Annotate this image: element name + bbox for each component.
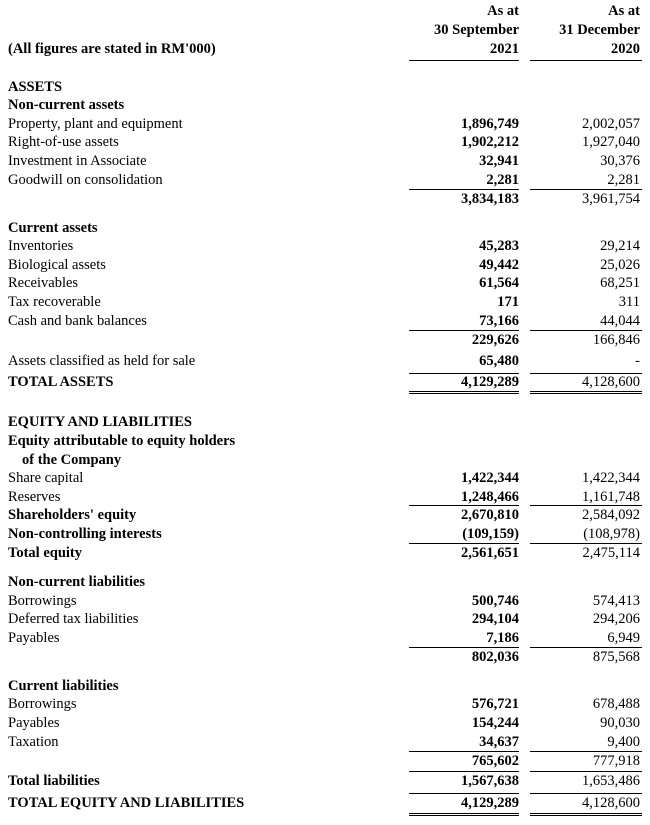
statement-row	[0, 794, 650, 813]
statement-row	[0, 695, 650, 714]
rule-line	[409, 373, 519, 374]
value-2020: 875,568	[592, 649, 640, 665]
col2-header-year: 2020	[611, 41, 640, 57]
value-2021: 294,104	[471, 611, 519, 627]
rule-line	[530, 813, 642, 814]
statement-row	[0, 506, 650, 525]
value-2020: 1,927,040	[582, 134, 640, 150]
value-2020: 68,251	[600, 275, 640, 291]
value-2021: 2,670,810	[461, 507, 519, 523]
statement-row	[0, 373, 650, 392]
col1-header-line1: As at	[487, 3, 519, 19]
row-label: Cash and bank balances	[8, 313, 147, 329]
row-label: Non-current liabilities	[8, 574, 146, 590]
value-2020: 2,002,057	[582, 116, 640, 132]
row-label: Property, plant and equipment	[8, 116, 183, 132]
row-label: Total liabilities	[8, 773, 100, 789]
value-2021: 576,721	[471, 696, 519, 712]
value-2021: 171	[497, 294, 519, 310]
row-label: Borrowings	[8, 593, 77, 609]
value-2021: 4,129,289	[461, 374, 519, 390]
statement-row	[0, 629, 650, 648]
subtotal-row	[0, 190, 650, 209]
row-label: Biological assets	[8, 257, 106, 273]
value-2020: 678,488	[592, 696, 640, 712]
value-2021: 61,564	[479, 275, 519, 291]
rule-line	[530, 189, 642, 190]
value-2020: 3,961,754	[582, 191, 640, 207]
rule-line	[409, 813, 519, 814]
rule-line	[530, 373, 642, 374]
row-label: Right-of-use assets	[8, 134, 119, 150]
row-label: EQUITY AND LIABILITIES	[8, 414, 192, 430]
rule-line	[409, 330, 519, 331]
col2-header-line2: 31 December	[559, 22, 640, 38]
subtotal-row	[0, 752, 650, 771]
value-2020: 311	[618, 294, 640, 310]
statement-row	[0, 115, 650, 134]
rule-line	[530, 393, 642, 394]
row-label: Non-current assets	[8, 97, 125, 113]
value-2021: 45,283	[479, 238, 519, 254]
row-label: Reserves	[8, 489, 61, 505]
rule-line	[409, 189, 519, 190]
value-2021: 2,281	[486, 172, 519, 188]
row-label: Non-controlling interests	[8, 526, 162, 542]
col2-header-line1: As at	[608, 3, 640, 19]
statement-row	[0, 525, 650, 544]
value-2021: 4,129,289	[461, 795, 519, 811]
statement-row	[0, 469, 650, 488]
header-underline	[530, 60, 642, 61]
value-2020: 6,949	[607, 630, 640, 646]
statement-row	[0, 256, 650, 275]
row-label: Current assets	[8, 220, 98, 236]
header-underline	[409, 60, 519, 61]
rule-line	[409, 771, 519, 772]
value-2021: 65,480	[479, 353, 519, 369]
value-2020: 25,026	[600, 257, 640, 273]
value-2021: 802,036	[471, 649, 519, 665]
statement-row	[0, 219, 650, 238]
value-2021: 1,896,749	[461, 116, 519, 132]
rule-line	[530, 793, 642, 794]
value-2020: 1,653,486	[582, 773, 640, 789]
statement-row	[0, 274, 650, 293]
statement-row	[0, 772, 650, 791]
value-2020: -	[635, 353, 640, 369]
value-2021: 1,422,344	[461, 470, 519, 486]
statement-row	[0, 96, 650, 115]
statement-row	[0, 544, 650, 563]
value-2020: 2,584,092	[582, 507, 640, 523]
rule-line	[530, 543, 642, 544]
value-2021: 7,186	[486, 630, 519, 646]
row-label: Total equity	[8, 545, 82, 561]
row-label: TOTAL EQUITY AND LIABILITIES	[8, 795, 245, 811]
statement-row	[0, 451, 650, 470]
value-2021: 1,902,212	[461, 134, 519, 150]
value-2020: 1,422,344	[582, 470, 640, 486]
rule-line	[409, 391, 519, 392]
statement-row	[0, 677, 650, 696]
row-label: Inventories	[8, 238, 74, 254]
rule-line	[409, 815, 519, 816]
subtotal-row	[0, 331, 650, 350]
col1-header-year: 2021	[490, 41, 519, 57]
value-2020: 2,281	[607, 172, 640, 188]
value-2021: 73,166	[479, 313, 519, 329]
value-2020: 30,376	[600, 153, 640, 169]
value-2021: 3,834,183	[461, 191, 519, 207]
row-label: TOTAL ASSETS	[8, 374, 114, 390]
value-2020: 166,846	[592, 332, 640, 348]
value-2020: 777,918	[592, 753, 640, 769]
value-2020: (108,978)	[583, 526, 640, 542]
value-2021: 500,746	[471, 593, 519, 609]
statement-row	[0, 78, 650, 97]
value-2020: 90,030	[600, 715, 640, 731]
statement-row	[0, 432, 650, 451]
value-2021: 49,442	[479, 257, 519, 273]
value-2021: 765,602	[471, 753, 519, 769]
row-label: Deferred tax liabilities	[8, 611, 139, 627]
row-label: Investment in Associate	[8, 153, 147, 169]
value-2020: 294,206	[592, 611, 640, 627]
rule-line	[530, 771, 642, 772]
statement-row	[0, 610, 650, 629]
rule-line	[530, 815, 642, 816]
value-2020: 29,214	[600, 238, 640, 254]
row-label: Tax recoverable	[8, 294, 101, 310]
row-label: Equity attributable to equity holders	[8, 433, 236, 449]
rule-line	[530, 330, 642, 331]
statement-row	[0, 733, 650, 752]
value-2021: 1,248,466	[461, 489, 519, 505]
statement-row	[0, 171, 650, 190]
row-label: Borrowings	[8, 696, 77, 712]
statement-row	[0, 237, 650, 256]
rule-line	[409, 647, 519, 648]
statement-row	[0, 152, 650, 171]
value-2021: 34,637	[479, 734, 519, 750]
statement-row	[0, 592, 650, 611]
rule-line	[409, 393, 519, 394]
value-2021: 2,561,651	[461, 545, 519, 561]
value-2020: 9,400	[607, 734, 640, 750]
statement-row	[0, 352, 650, 371]
row-label: Payables	[8, 630, 60, 646]
rule-line	[530, 647, 642, 648]
statement-row	[0, 293, 650, 312]
units-note: (All figures are stated in RM'000)	[8, 41, 216, 57]
value-2021: 32,941	[479, 153, 519, 169]
value-2020: 4,128,600	[582, 795, 640, 811]
row-label: Taxation	[8, 734, 59, 750]
statement-row	[0, 714, 650, 733]
statement-row	[0, 573, 650, 592]
row-label: Current liabilities	[8, 678, 119, 694]
value-2020: 1,161,748	[582, 489, 640, 505]
col1-header-line2: 30 September	[434, 22, 519, 38]
rule-line	[409, 505, 519, 506]
row-label: ASSETS	[8, 79, 63, 95]
value-2021: 229,626	[471, 332, 519, 348]
rule-line	[409, 793, 519, 794]
rule-line	[409, 751, 519, 752]
value-2020: 574,413	[592, 593, 640, 609]
rule-line	[530, 751, 642, 752]
value-2020: 2,475,114	[582, 545, 640, 561]
row-label: Receivables	[8, 275, 79, 291]
value-2021: 1,567,638	[461, 773, 519, 789]
value-2021: 154,244	[471, 715, 519, 731]
rule-line	[530, 391, 642, 392]
row-label: of the Company	[22, 452, 122, 468]
row-label: Share capital	[8, 470, 84, 486]
rule-line	[530, 505, 642, 506]
row-label: Shareholders' equity	[8, 507, 137, 523]
statement-row	[0, 312, 650, 331]
row-label: Payables	[8, 715, 60, 731]
row-label: Assets classified as held for sale	[8, 353, 196, 369]
rule-line	[409, 543, 519, 544]
value-2020: 4,128,600	[582, 374, 640, 390]
value-2021: (109,159)	[462, 526, 519, 542]
value-2020: 44,044	[600, 313, 640, 329]
statement-row	[0, 133, 650, 152]
subtotal-row	[0, 648, 650, 667]
statement-row	[0, 413, 650, 432]
row-label: Goodwill on consolidation	[8, 172, 163, 188]
